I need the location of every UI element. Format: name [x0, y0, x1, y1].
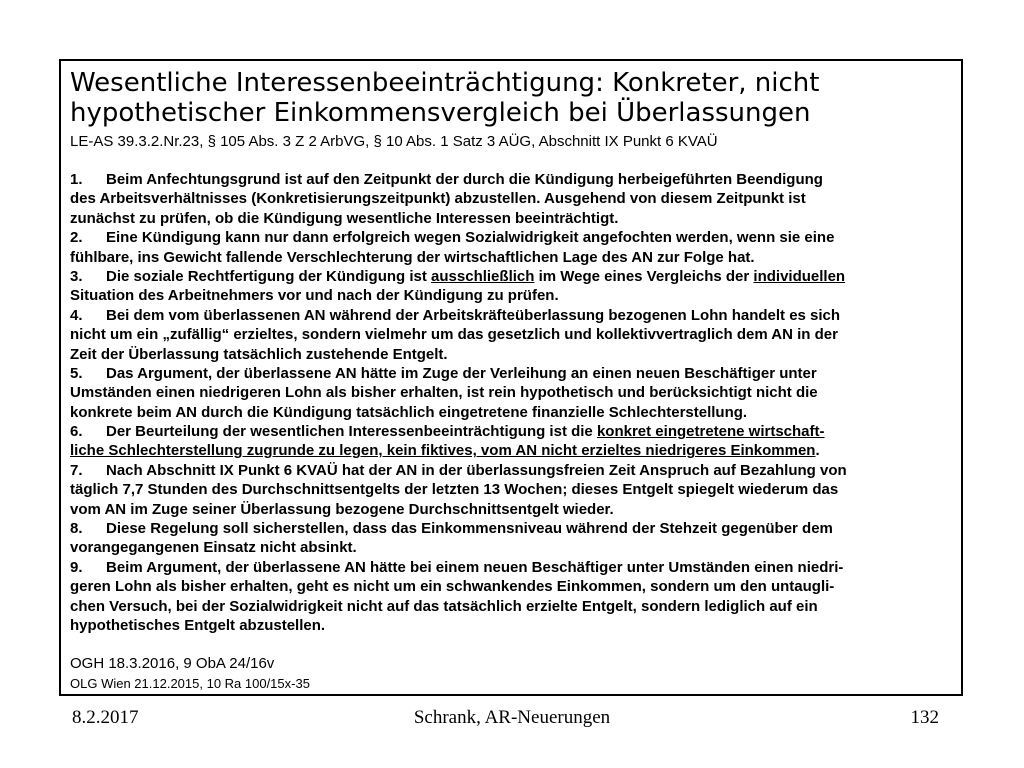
points-list	[70, 170, 960, 635]
point-5-line: Umständen einen niedrigeren Lohn als bisher erhalten, ist rein hypothetisch und berücksichtigt nicht die	[70, 384, 818, 402]
footer-author: Schrank, AR-Neuerungen	[413, 707, 611, 728]
point-1-line: des Arbeitsverhältnisses (Konkretisierungszeitpunkt) abzustellen. Ausgehend von diesem Zeitpunkt ist	[70, 190, 806, 208]
footer-page-number: 132	[910, 707, 939, 728]
point-8-line: vorangegangenen Einsatz nicht absinkt.	[70, 539, 357, 557]
point-text: im Wege eines Vergleichs der	[534, 267, 754, 285]
legal-references: LE-AS 39.3.2.Nr.23, § 105 Abs. 3 Z 2 ArbVG, § 10 Abs. 1 Satz 3 AÜG, Abschnitt IX Punkt 6 KVAÜ	[70, 133, 718, 150]
point-3-line	[70, 267, 960, 286]
point-5-line: konkrete beim AN durch die Kündigung tatsächlich eingetretene finanzielle Schlechterstellung.	[70, 403, 748, 421]
point-4-line	[70, 306, 960, 325]
point-7-line	[70, 461, 960, 480]
point-number: 9.	[70, 558, 83, 576]
point-text: Beim Argument, der überlassene AN hätte bei einem neuen Beschäftiger unter Umständen einen niedri-	[106, 558, 844, 576]
footer-date: 8.2.2017	[72, 707, 139, 728]
point-number: 4.	[70, 306, 83, 324]
point-3-line: Situation des Arbeitnehmers vor und nach der Kündigung zu prüfen.	[70, 287, 559, 305]
point-5-line	[70, 364, 960, 383]
point-text: Beim Anfechtungsgrund ist auf den Zeitpunkt der durch die Kündigung herbeigeführten Beendigung	[106, 171, 823, 188]
point-number: 2.	[70, 229, 83, 247]
point-4-line: Zeit der Überlassung tatsächlich zustehende Entgelt.	[70, 345, 448, 363]
slide-title	[70, 68, 950, 128]
point-2-line: fühlbare, ins Gewicht fallende Verschlechterung der wirtschaftlichen Lage des AN zur Folge hat.	[70, 248, 755, 266]
point-text: Das Argument, der überlassene AN hätte im Zuge der Verleihung an einen neuen Beschäftiger unter	[106, 364, 817, 382]
court-citation-olg: OLG Wien 21.12.2015, 10 Ra 100/15x-35	[70, 676, 310, 691]
point-number: 7.	[70, 461, 83, 479]
point-6-line	[70, 422, 960, 441]
emphasis-underlined: ausschließlich	[431, 267, 535, 285]
point-text: Die soziale Rechtfertigung der Kündigung ist	[106, 267, 432, 285]
emphasis-underlined: liche Schlechterstellung zugrunde zu legen, kein fiktives, vom AN nicht erzieltes niedrigeres Einkommen	[70, 442, 816, 460]
point-number: 8.	[70, 520, 83, 538]
point-text: Nach Abschnitt IX Punkt 6 KVAÜ hat der AN in der überlassungsfreien Zeit Anspruch auf Bezahlung von	[106, 461, 847, 479]
point-7-line: täglich 7,7 Stunden des Durchschnittsentgelts der letzten 13 Wochen; dieses Entgelt spiegelt wiederum das	[70, 481, 839, 499]
point-2-line	[70, 228, 960, 247]
point-1-line: zunächst zu prüfen, ob die Kündigung wesentliche Interessen beeinträchtigt.	[70, 209, 619, 227]
point-text: .	[815, 442, 820, 460]
point-6-line	[70, 441, 960, 460]
point-number: 1.	[70, 171, 83, 188]
point-number: 6.	[70, 423, 83, 441]
point-text: Bei dem vom überlassenen AN während der Arbeitskräfteüberlassung bezogenen Lohn handelt es sich	[106, 306, 841, 324]
point-9-line: geren Lohn als bisher erhalten, geht es nicht um ein schwankendes Einkommen, sondern um den untaugli-	[70, 578, 835, 596]
emphasis-underlined: konkret eingetretene wirtschaft-	[596, 423, 825, 441]
point-text: Diese Regelung soll sicherstellen, dass das Einkommensniveau während der Stehzeit gegenüber dem	[106, 520, 833, 538]
point-text: Eine Kündigung kann nur dann erfolgreich wegen Sozialwidrigkeit angefochten werden, wenn sie eine	[106, 229, 835, 247]
emphasis-underlined: individuellen	[753, 267, 846, 285]
point-number: 5.	[70, 364, 83, 382]
title-line: Wesentliche Interessenbeeinträchtigung: Konkreter, nicht	[70, 68, 820, 98]
point-7-line: vom AN im Zuge seiner Überlassung bezogene Durchschnittsentgelt wieder.	[70, 500, 614, 518]
point-number: 3.	[70, 267, 83, 285]
point-1-line	[70, 170, 960, 189]
point-8-line	[70, 519, 960, 538]
point-9-line: hypothetisches Entgelt abzustellen.	[70, 616, 326, 634]
point-text: Der Beurteilung der wesentlichen Interessenbeeinträchtigung ist die	[106, 423, 597, 441]
point-9-line: chen Versuch, bei der Sozialwidrigkeit nicht auf das tatsächlich erzielte Entgelt, sondern lediglich auf ein	[70, 597, 818, 615]
point-4-line: nicht um ein „zufällig“ erzieltes, sondern vielmehr um das gesetzlich und kollektivvertraglich dem AN in der	[70, 326, 838, 344]
court-citation-ogh: OGH 18.3.2016, 9 ObA 24/16v	[70, 655, 275, 672]
point-9-line	[70, 558, 960, 577]
title-line: hypothetischer Einkommensvergleich bei Überlassungen	[70, 98, 811, 128]
